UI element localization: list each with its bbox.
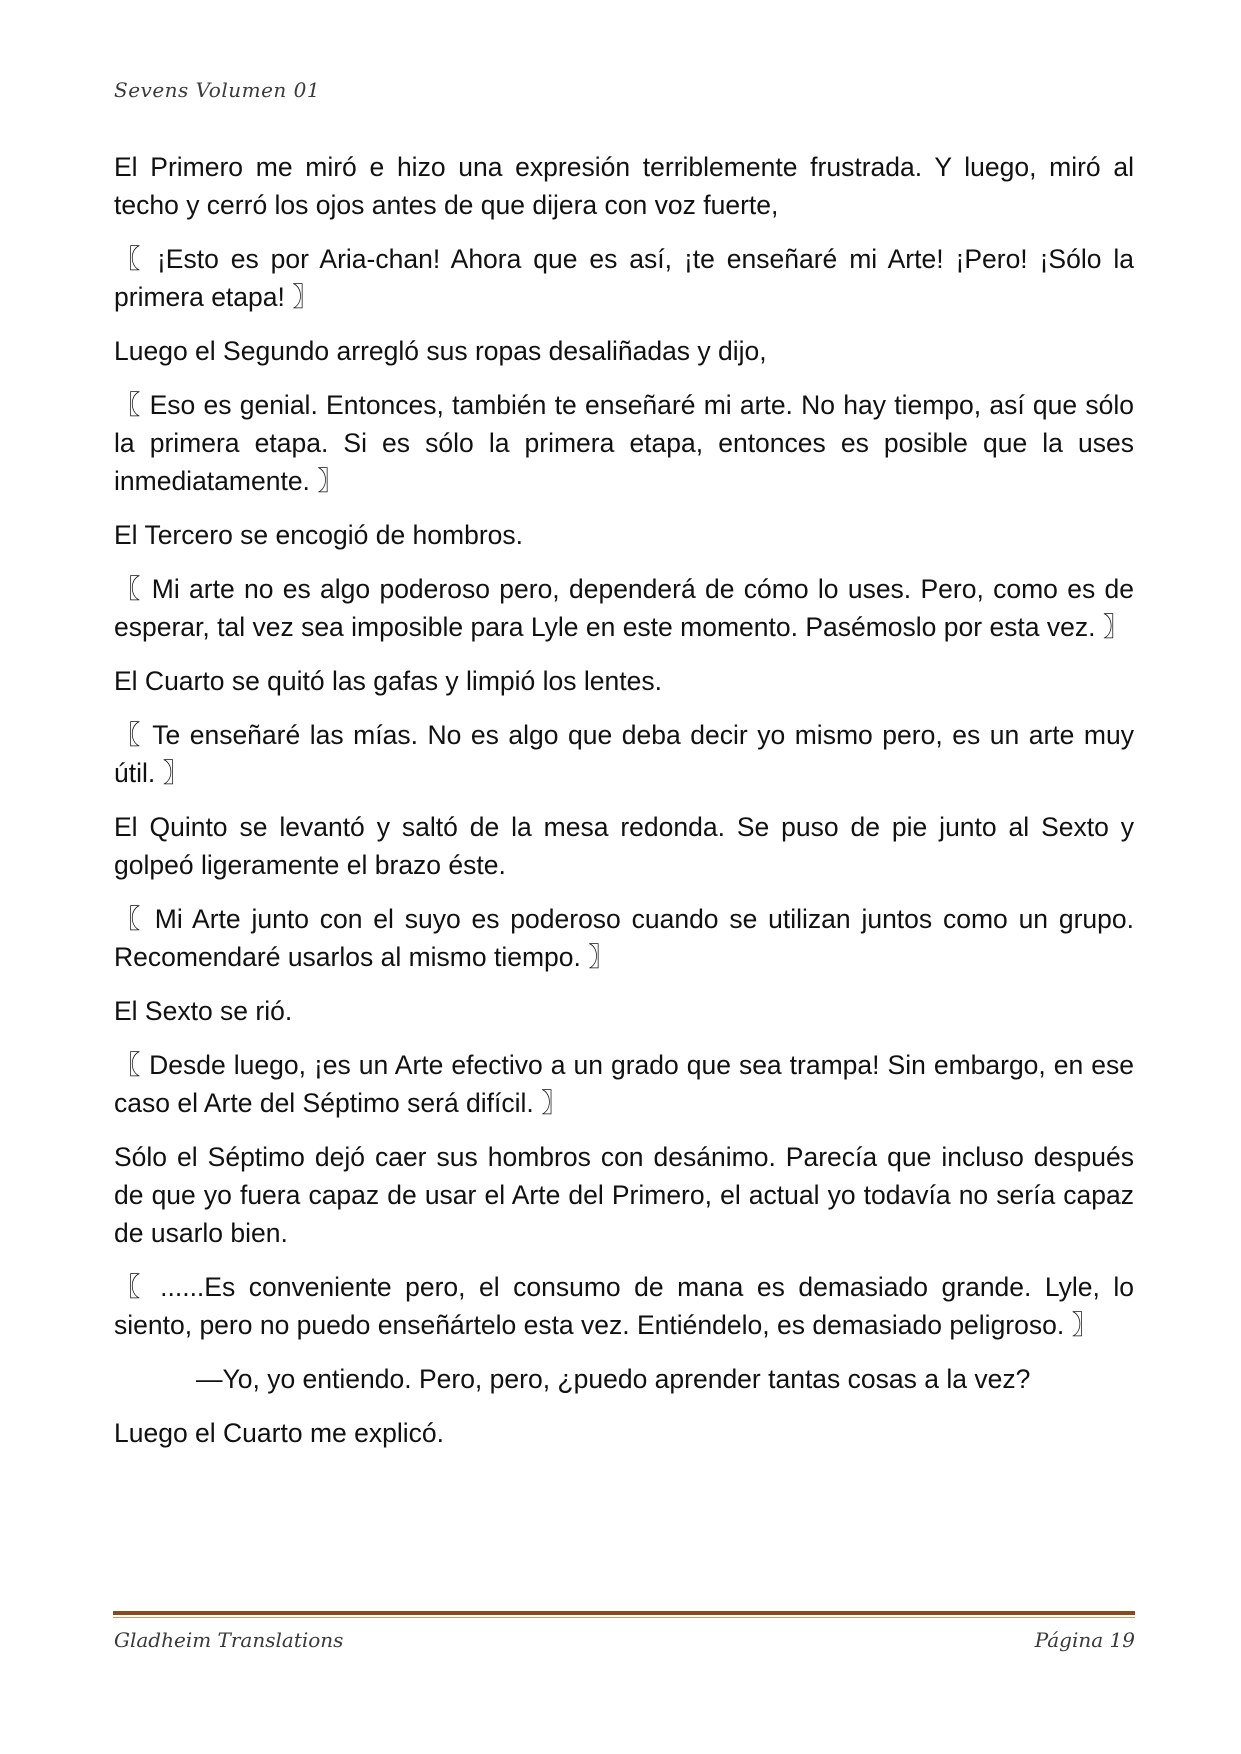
dialogue-paragraph: 〖 Eso es genial. Entonces, también te enseñaré mi arte. No hay tiempo, así que sólo la primera etapa. Si es sólo la primera etapa, entonces es posible que la uses inmediatamente. 〗 bbox=[114, 390, 1134, 496]
paragraph: El Tercero se encogió de hombros. bbox=[114, 520, 524, 550]
paragraph: El Quinto se levantó y saltó de la mesa redonda. Se puso de pie junto al Sexto y golpeó ligeramente el brazo éste. bbox=[114, 812, 1134, 880]
dialogue-paragraph: 〖 Mi arte no es algo poderoso pero, dependerá de cómo lo uses. Pero, como es de esperar, tal vez sea imposible para Lyle en este momento. Pasémoslo por esta vez. 〗 bbox=[114, 574, 1134, 642]
paragraph: El Cuarto se quitó las gafas y limpió los lentes. bbox=[114, 666, 662, 696]
page-number: Página 19 bbox=[1034, 1628, 1135, 1652]
dialogue-paragraph: 〖 ......Es conveniente pero, el consumo de mana es demasiado grande. Lyle, lo siento, pero no puedo enseñártelo esta vez. Entiéndelo, es demasiado peligroso. 〗 bbox=[114, 1272, 1134, 1340]
paragraph: Sólo el Séptimo dejó caer sus hombros con desánimo. Parecía que incluso después de que yo fuera capaz de usar el Arte del Primero, el actual yo todavía no sería capaz de usarlo bien. bbox=[114, 1142, 1134, 1248]
running-header: Sevens Volumen 01 bbox=[114, 78, 321, 102]
paragraph: Luego el Segundo arregló sus ropas desaliñadas y dijo, bbox=[114, 336, 767, 366]
footer-publisher: Gladheim Translations bbox=[114, 1628, 344, 1652]
footer-divider bbox=[113, 1611, 1135, 1615]
page-body bbox=[114, 148, 1134, 1468]
dialogue-paragraph: 〖 Mi Arte junto con el suyo es poderoso cuando se utilizan juntos como un grupo. Recomendaré usarlos al mismo tiempo. 〗 bbox=[114, 904, 1134, 972]
paragraph: El Primero me miró e hizo una expresión terriblemente frustrada. Y luego, miró al techo y cerró los ojos antes de que dijera con voz fuerte, bbox=[114, 152, 1134, 220]
dialogue-paragraph: 〖 Desde luego, ¡es un Arte efectivo a un grado que sea trampa! Sin embargo, en ese caso el Arte del Séptimo será difícil. 〗 bbox=[114, 1050, 1134, 1118]
paragraph: Luego el Cuarto me explicó. bbox=[114, 1418, 444, 1448]
dialogue-paragraph: 〖 Te enseñaré las mías. No es algo que deba decir yo mismo pero, es un arte muy útil. 〗 bbox=[114, 720, 1134, 788]
inner-monologue: —Yo, yo entiendo. Pero, pero, ¿puedo aprender tantas cosas a la vez? bbox=[196, 1364, 1031, 1394]
dialogue-paragraph: 〖 ¡Esto es por Aria-chan! Ahora que es así, ¡te enseñaré mi Arte! ¡Pero! ¡Sólo la primera etapa! 〗 bbox=[114, 244, 1134, 312]
paragraph: El Sexto se rió. bbox=[114, 996, 293, 1026]
footer-divider-thin bbox=[113, 1617, 1135, 1618]
